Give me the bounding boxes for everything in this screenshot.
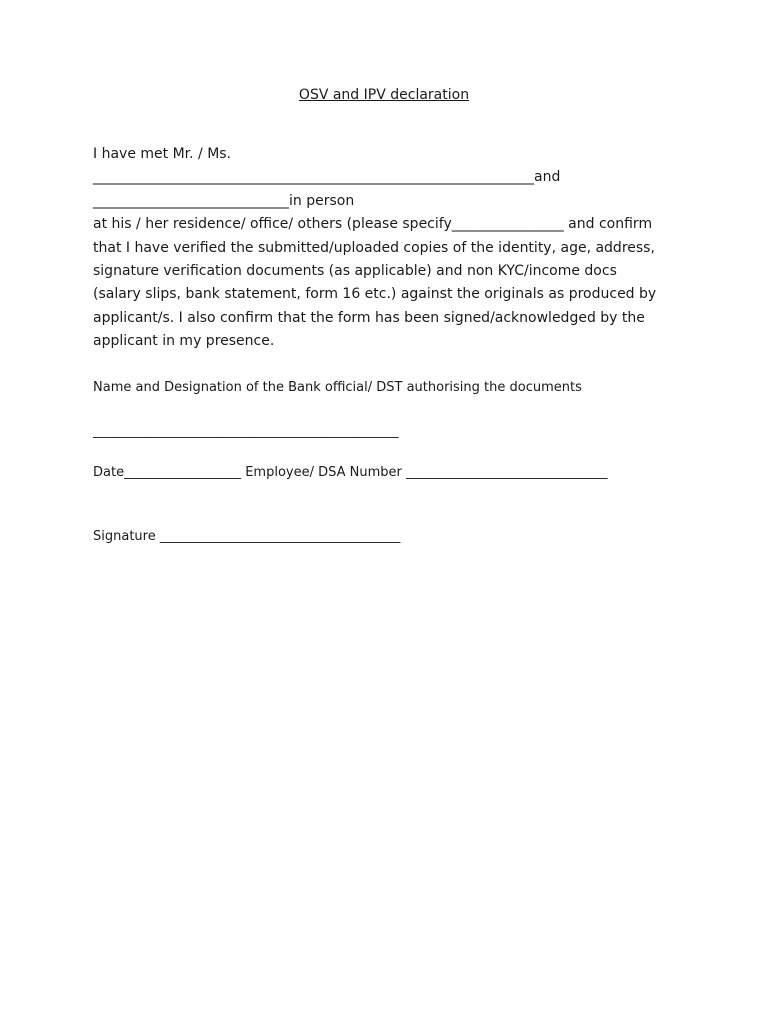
official-label: Name and Designation of the Bank official/ DST authorising the documents xyxy=(93,380,582,395)
date-employee-line: Date__________________ Employee/ DSA Number _______________________________ xyxy=(93,465,608,480)
body-line: applicant/s. I also confirm that the form has been signed/acknowledged by the xyxy=(93,309,645,326)
body-line: that I have verified the submitted/uploaded copies of the identity, age, address, xyxy=(93,239,655,256)
body-line: ____________________________in person xyxy=(93,192,355,209)
body-line: signature verification documents (as applicable) and non KYC/income docs xyxy=(93,263,617,280)
declaration-body xyxy=(93,143,683,354)
body-line: I have met Mr. / Ms. xyxy=(93,146,232,162)
body-line: (salary slips, bank statement, form 16 etc.) against the originals as produced by xyxy=(93,286,657,303)
body-line: _______________________________________________________________and xyxy=(93,169,561,186)
body-line: applicant in my presence. xyxy=(93,333,275,350)
body-line: at his / her residence/ office/ others (please specify________________ and confirm xyxy=(93,216,653,233)
document-title: OSV and IPV declaration xyxy=(298,87,470,103)
signature-line: Signature _____________________________________ xyxy=(93,529,401,544)
official-name-blank: _______________________________________________ xyxy=(93,424,399,439)
